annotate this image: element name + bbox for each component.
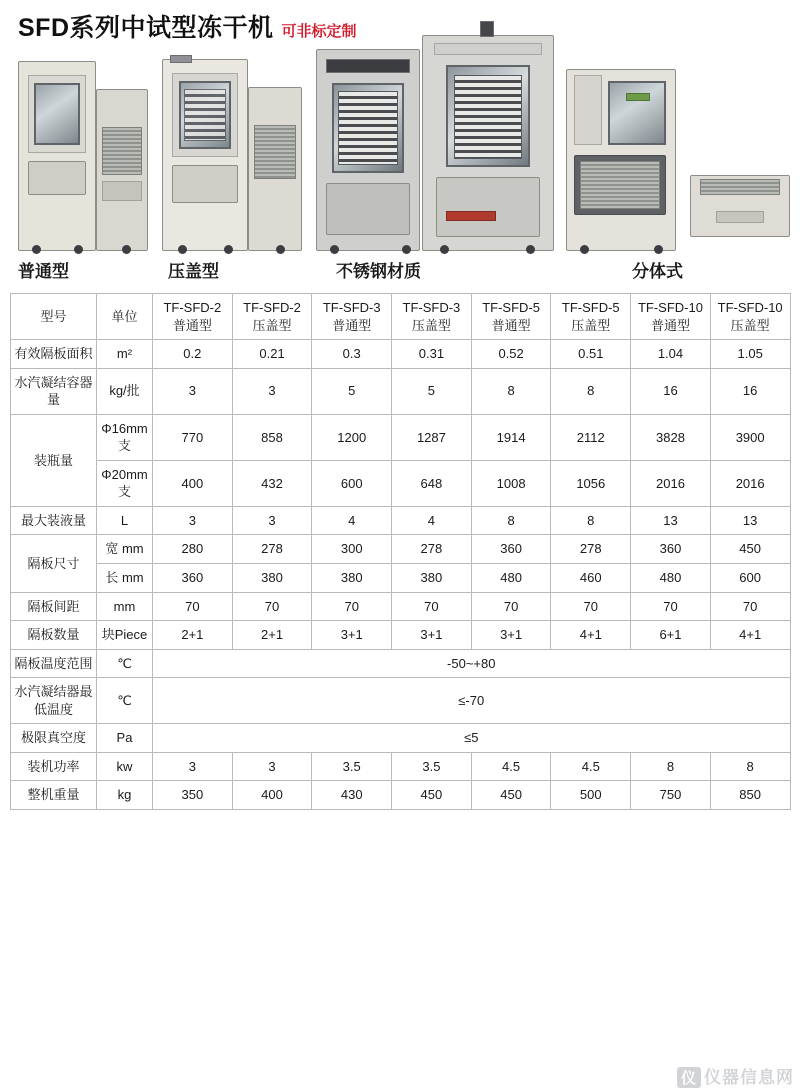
model-code: TF-SFD-2 <box>163 300 222 315</box>
model-type: 压盖型 <box>411 317 451 333</box>
table-row <box>11 340 791 369</box>
row-unit: Pa <box>97 724 153 753</box>
model-type: 压盖型 <box>730 317 770 333</box>
cell: 3+1 <box>312 621 392 650</box>
row-unit: kg/批 <box>97 368 153 414</box>
cell: 8 <box>551 368 631 414</box>
row-label: 隔板数量 <box>11 621 97 650</box>
table-row <box>11 781 791 810</box>
caption-split: 分体式 <box>632 262 683 281</box>
cell-span: ≤-70 <box>153 678 791 724</box>
caption-stoppering: 压盖型 <box>168 262 219 281</box>
row-label: 隔板尺寸 <box>11 535 97 592</box>
product-photo-strip <box>10 50 790 255</box>
model-code: TF-SFD-3 <box>322 300 381 315</box>
caption-standard: 普通型 <box>18 262 69 281</box>
row-label: 有效隔板面积 <box>11 340 97 369</box>
cell: 3900 <box>710 414 790 460</box>
cell: 4.5 <box>471 752 551 781</box>
row-unit: L <box>97 506 153 535</box>
product-image-stoppering <box>162 53 302 251</box>
model-type: 普通型 <box>172 317 212 333</box>
watermark-text: 仪器信息网 <box>704 1068 794 1087</box>
cell: 2016 <box>710 460 790 506</box>
cell: 3 <box>153 368 233 414</box>
cell: 1008 <box>471 460 551 506</box>
cell: 70 <box>232 592 312 621</box>
product-image-split-unit <box>690 175 790 237</box>
title-badge: 可非标定制 <box>281 23 357 40</box>
model-type: 普通型 <box>491 317 531 333</box>
cell: 648 <box>392 460 472 506</box>
cell: 13 <box>631 506 711 535</box>
cell: 70 <box>153 592 233 621</box>
row-label: 最大装液量 <box>11 506 97 535</box>
cell: 0.51 <box>551 340 631 369</box>
table-row <box>11 368 791 414</box>
cell: 432 <box>232 460 312 506</box>
cell-span: -50~+80 <box>153 649 791 678</box>
cell: 3+1 <box>392 621 472 650</box>
row-unit: Φ16mm 支 <box>97 414 153 460</box>
cell: 0.21 <box>232 340 312 369</box>
cell: 3 <box>232 506 312 535</box>
model-type: 普通型 <box>650 317 690 333</box>
row-label: 水汽凝结器最低温度 <box>11 678 97 724</box>
cell: 278 <box>392 535 472 564</box>
product-image-split-main <box>566 69 676 251</box>
cell: 480 <box>471 564 551 593</box>
cell: 5 <box>392 368 472 414</box>
table-row <box>11 621 791 650</box>
row-unit: Φ20mm 支 <box>97 460 153 506</box>
table-row <box>11 506 791 535</box>
header-model-8 <box>710 294 790 340</box>
cell: 3828 <box>631 414 711 460</box>
cell: 0.52 <box>471 340 551 369</box>
photo-captions <box>10 257 790 289</box>
table-row <box>11 460 791 506</box>
cell: 16 <box>710 368 790 414</box>
cell: 0.3 <box>312 340 392 369</box>
cell: 350 <box>153 781 233 810</box>
cell: 770 <box>153 414 233 460</box>
cell: 1.05 <box>710 340 790 369</box>
row-unit: 块Piece <box>97 621 153 650</box>
title-text: SFD系列中试型冻干机 <box>18 14 274 42</box>
cell: 1.04 <box>631 340 711 369</box>
model-code: TF-SFD-10 <box>717 300 783 315</box>
row-unit: ℃ <box>97 649 153 678</box>
header-model-7 <box>631 294 711 340</box>
table-row <box>11 592 791 621</box>
watermark <box>677 1063 794 1088</box>
cell: 1287 <box>392 414 472 460</box>
cell: 13 <box>710 506 790 535</box>
cell: 3 <box>153 506 233 535</box>
row-label: 极限真空度 <box>11 724 97 753</box>
cell: 4+1 <box>551 621 631 650</box>
cell: 3 <box>232 368 312 414</box>
table-header-row <box>11 294 791 340</box>
cell: 70 <box>471 592 551 621</box>
cell: 70 <box>312 592 392 621</box>
cell: 70 <box>631 592 711 621</box>
cell: 4+1 <box>710 621 790 650</box>
cell: 850 <box>710 781 790 810</box>
table-row <box>11 649 791 678</box>
model-code: TF-SFD-3 <box>402 300 461 315</box>
cell: 70 <box>710 592 790 621</box>
row-label: 隔板间距 <box>11 592 97 621</box>
row-label: 隔板温度范围 <box>11 649 97 678</box>
cell: 450 <box>392 781 472 810</box>
cell: 500 <box>551 781 631 810</box>
header-model-1 <box>153 294 233 340</box>
cell: 0.31 <box>392 340 472 369</box>
cell-span: ≤5 <box>153 724 791 753</box>
page-title <box>0 0 800 50</box>
header-model-4 <box>392 294 472 340</box>
table-row <box>11 564 791 593</box>
cell: 6+1 <box>631 621 711 650</box>
row-label: 水汽凝结容器量 <box>11 368 97 414</box>
watermark-badge: 仪 <box>677 1067 701 1088</box>
cell: 450 <box>710 535 790 564</box>
cell: 430 <box>312 781 392 810</box>
cell: 280 <box>153 535 233 564</box>
model-code: TF-SFD-5 <box>561 300 620 315</box>
cell: 380 <box>232 564 312 593</box>
cell: 70 <box>392 592 472 621</box>
row-unit: m² <box>97 340 153 369</box>
cell: 3 <box>153 752 233 781</box>
cell: 450 <box>471 781 551 810</box>
cell: 750 <box>631 781 711 810</box>
cell: 600 <box>312 460 392 506</box>
header-unit: 单位 <box>97 294 153 340</box>
cell: 278 <box>232 535 312 564</box>
spec-table <box>10 293 791 810</box>
cell: 1056 <box>551 460 631 506</box>
cell: 8 <box>631 752 711 781</box>
cell: 278 <box>551 535 631 564</box>
row-unit: mm <box>97 592 153 621</box>
cell: 1914 <box>471 414 551 460</box>
table-row <box>11 678 791 724</box>
model-type: 压盖型 <box>252 317 292 333</box>
cell: 400 <box>153 460 233 506</box>
header-model-3 <box>312 294 392 340</box>
cell: 2+1 <box>153 621 233 650</box>
cell: 4 <box>312 506 392 535</box>
cell: 5 <box>312 368 392 414</box>
cell: 2+1 <box>232 621 312 650</box>
cell: 460 <box>551 564 631 593</box>
table-row <box>11 724 791 753</box>
cell: 0.2 <box>153 340 233 369</box>
cell: 3+1 <box>471 621 551 650</box>
cell: 480 <box>631 564 711 593</box>
product-image-standard <box>18 61 148 251</box>
cell: 2016 <box>631 460 711 506</box>
cell: 70 <box>551 592 631 621</box>
header-model-5 <box>471 294 551 340</box>
model-code: TF-SFD-10 <box>637 300 703 315</box>
cell: 3 <box>232 752 312 781</box>
cell: 360 <box>471 535 551 564</box>
row-unit: kg <box>97 781 153 810</box>
cell: 2112 <box>551 414 631 460</box>
product-image-stainless-a <box>316 49 420 251</box>
row-unit: ℃ <box>97 678 153 724</box>
cell: 8 <box>710 752 790 781</box>
row-label: 装瓶量 <box>11 414 97 506</box>
table-row <box>11 752 791 781</box>
row-unit: kw <box>97 752 153 781</box>
cell: 4 <box>392 506 472 535</box>
cell: 8 <box>471 506 551 535</box>
row-unit: 宽 mm <box>97 535 153 564</box>
cell: 1200 <box>312 414 392 460</box>
cell: 8 <box>551 506 631 535</box>
cell: 380 <box>312 564 392 593</box>
table-row <box>11 535 791 564</box>
header-model-2 <box>232 294 312 340</box>
header-model: 型号 <box>11 294 97 340</box>
caption-stainless: 不锈钢材质 <box>336 262 421 281</box>
row-label: 整机重量 <box>11 781 97 810</box>
cell: 858 <box>232 414 312 460</box>
cell: 360 <box>631 535 711 564</box>
cell: 360 <box>153 564 233 593</box>
model-type: 普通型 <box>332 317 372 333</box>
model-type: 压盖型 <box>571 317 611 333</box>
cell: 600 <box>710 564 790 593</box>
cell: 8 <box>471 368 551 414</box>
cell: 400 <box>232 781 312 810</box>
cell: 3.5 <box>312 752 392 781</box>
cell: 4.5 <box>551 752 631 781</box>
header-model-6 <box>551 294 631 340</box>
cell: 300 <box>312 535 392 564</box>
product-image-stainless-b <box>422 35 554 251</box>
cell: 3.5 <box>392 752 472 781</box>
cell: 380 <box>392 564 472 593</box>
table-row <box>11 414 791 460</box>
model-code: TF-SFD-2 <box>243 300 301 315</box>
model-code: TF-SFD-5 <box>482 300 540 315</box>
cell: 16 <box>631 368 711 414</box>
row-label: 装机功率 <box>11 752 97 781</box>
row-unit: 长 mm <box>97 564 153 593</box>
